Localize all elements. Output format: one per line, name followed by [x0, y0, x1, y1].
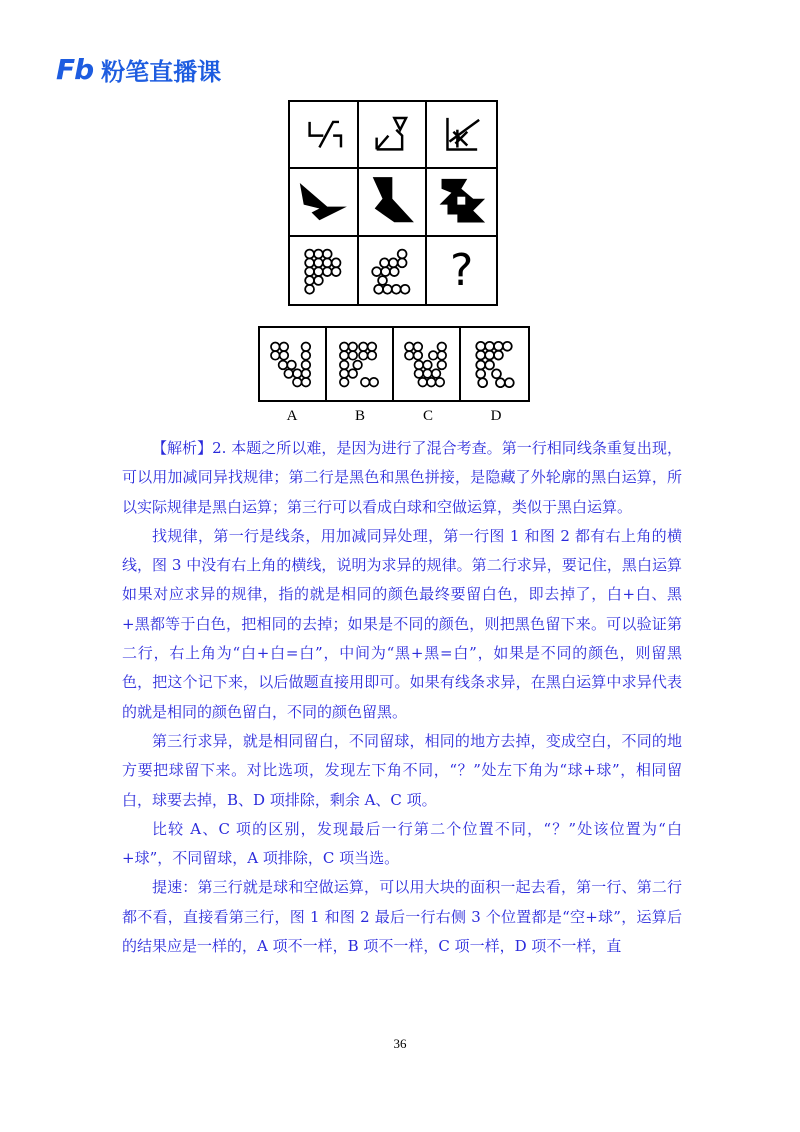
brand-logo: [56, 52, 221, 86]
ball-figure-1: [290, 237, 357, 304]
paragraph-compare: 比较 A、C 项的区别，发现最后一行第二个位置不同，“？”处该位置为“白+球”，不同留球，A 项排除，C 项当选。: [122, 819, 682, 868]
grid-cell-2-1: [290, 169, 359, 236]
paragraph-speedup: 提速：第三行就是球和空做运算，可以用大块的面积一起去看，第一行、第二行都不看，直接看第三行，图 1 和图 2 最后一行右侧 3 个位置都是“空+球”，运算后的结果应是一样的，A 项不一样，B 项不一样，C 项一样，D 项不一样，直: [122, 878, 682, 956]
paragraph-rule: 找规律，第一行是线条，用加减同异处理，第一行图 1 和图 2 都有右上角的横线，图 3 中没有右上角的横线，说明为求异的规律。第二行求异，要记住，黑白运算如果对应求异的规律，指的就是相同的颜色最终要留白色，即去掉了，白+白、黑+黑都等于白色，把相同的去掉；如果是不同的颜色，则把黑色留下来。可以验证第二行，右上角为“白+白=白”，中间为“黑+黑=白”，如果是不同的颜色，则留黑色，把这个记下来，以后做题直接用即可。如果有线条求异，在黑白运算中求异代表的就是相同的颜色留白，不同的颜色留黑。: [122, 526, 682, 721]
grid-cell-3-2: [359, 237, 428, 304]
grid-cell-3-3: [427, 237, 496, 304]
grid-cell-3-1: [290, 237, 359, 304]
paragraph-row-three: 第三行求异，就是相同留白，不同留球，相同的地方去掉，变成空白，不同的地方要把球留下来。对比选项，发现左下角不同，“？”处左下角为“球+球”，相同留白，球要去掉，B、D 项排除，剩余 A、C 项。: [122, 731, 682, 809]
ball-figure-2: [359, 237, 426, 304]
puzzle-grid: [288, 100, 498, 306]
answer-options: [258, 326, 530, 402]
ball-option-c: [394, 328, 459, 400]
option-label-b: B: [354, 408, 365, 424]
grid-cell-1-2: [359, 102, 428, 169]
brand-name: 粉笔直播课: [101, 57, 222, 86]
black-shape-1: [290, 169, 357, 234]
black-shape-3: [427, 169, 496, 234]
line-figure-3: [427, 102, 496, 167]
option-d-figure[interactable]: [461, 328, 528, 400]
ball-option-a: [260, 328, 325, 400]
black-shape-2: [359, 169, 426, 234]
option-label-c: C: [422, 408, 433, 424]
grid-cell-2-3: [427, 169, 496, 236]
question-mark: ?: [449, 244, 474, 296]
option-label-d: D: [490, 408, 502, 424]
option-a-figure[interactable]: [260, 328, 327, 400]
option-b-figure[interactable]: [327, 328, 394, 400]
grid-cell-1-3: [427, 102, 496, 169]
paragraph-analysis: 【解析】2. 本题之所以难，是因为进行了混合考查。第一行相同线条重复出现，可以用加减同异找规律；第二行是黑色和黑色拼接，是隐藏了外轮廓的黑白运算，所以实际规律是黑白运算；第三行可以看成白球和空做运算，类似于黑白运算。: [122, 439, 682, 516]
line-figure-1: [290, 102, 357, 167]
ball-option-d: [461, 328, 528, 400]
grid-cell-2-2: [359, 169, 428, 236]
ball-option-b: [327, 328, 392, 400]
option-label-a: A: [286, 408, 298, 424]
fb-logo-icon: Fb: [56, 52, 94, 86]
grid-cell-1-1: [290, 102, 359, 169]
option-labels: [258, 408, 530, 425]
line-figure-2: [359, 102, 426, 167]
explanation-text: [122, 434, 682, 961]
page-number: 36: [393, 1036, 407, 1051]
option-c-figure[interactable]: [394, 328, 461, 400]
